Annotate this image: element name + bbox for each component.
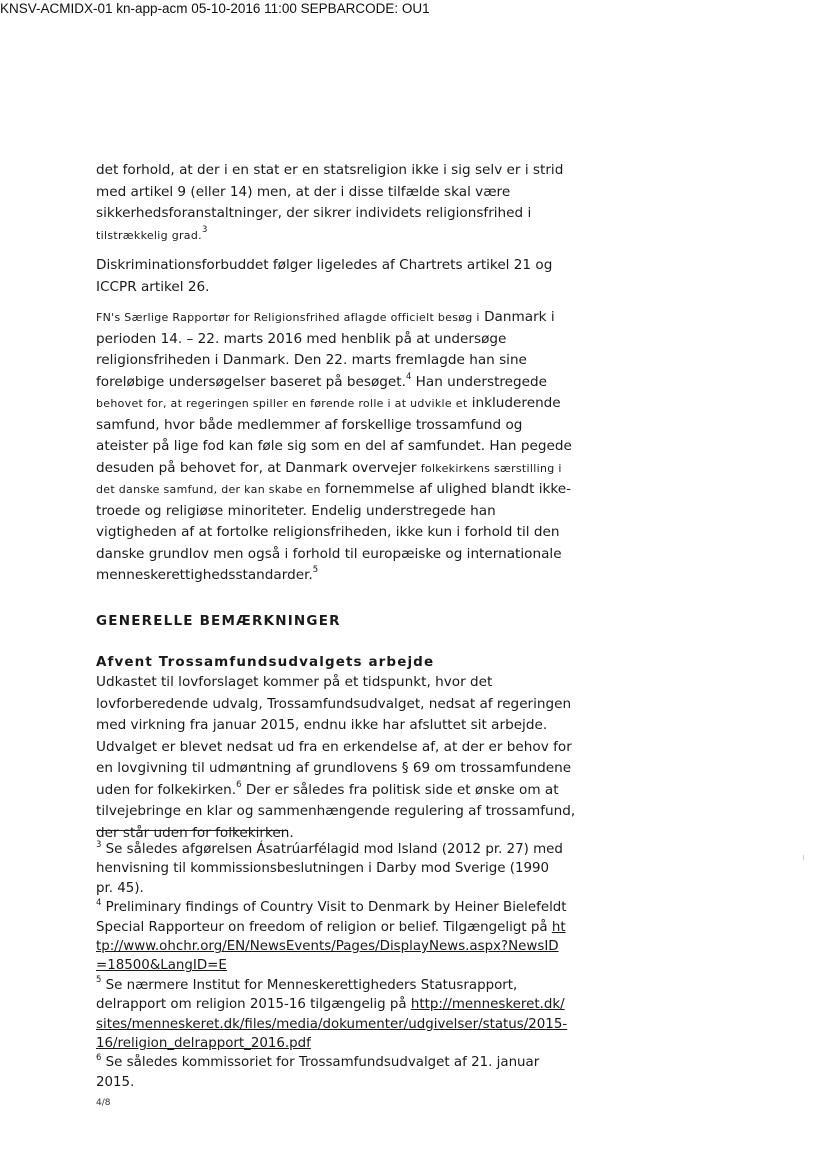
- footnote-3: [96, 840, 568, 898]
- footnote-text: Se nærmere Institut for Menneskerettigheders Statusrapport, delrapport om religion 2015-16 tilgængelig på: [96, 977, 518, 1013]
- paragraph-text: fornemmelse af ulighed blandt ikke-troede og religiøse minoriteter. Endelig understregede han vigtigheden af at fortolke religionsfriheden, ikke kun i forhold til den danske grundlov men også i forhold til europæiske og internationale menneskerettighedsstandarder.: [96, 481, 572, 583]
- paragraph-text: det forhold, at der i en stat er en statsreligion ikke i sig selv er i strid med artikel 9 (eller 14) men, at der i disse tilfælde skal være sikkerhedsforanstaltninger, der sikrer individets religionsfrihed i: [96, 162, 564, 221]
- paragraph-text: inkluderende samfund, hvor både medlemmer af forskellige trossamfund og ateister på lige fod kan føle sig som en del af samfundet. Han pegede desuden på behovet for, at Danmark overvejer: [96, 395, 572, 476]
- footnote-ref-3: 3: [201, 224, 208, 235]
- paragraph-1: [96, 160, 576, 246]
- footnote-6: [96, 1053, 568, 1092]
- paragraph-text: Udkastet til lovforslaget kommer på et tidspunkt, hvor det lovforberedende udvalg, Trossamfundsudvalget, nedsat af regeringen med virkning fra januar 2015, endnu ikke har afsluttet sit arbejde. Udvalget er blevet nedsat ud fra en erkendelse af, at der er behov for en lovgivning til udmøntning af grundlovens § 69 om trossamfundene uden for folkekirken.: [96, 674, 572, 798]
- paragraph-text: Han understregede: [411, 373, 548, 390]
- footnote-link-menneskeret[interactable]: http://menneskeret.dk/sites/menneskeret.dk/files/media/dokumenter/udgivelser/status/2015-16/religion_delrapport_2016.pdf: [96, 997, 568, 1052]
- paragraph-3: [96, 307, 576, 587]
- paragraph-small-text: tilstrækkelig grad.: [96, 228, 202, 242]
- paragraph-small-text: behovet for, at regeringen spiller en førende rolle i at udvikle et: [96, 397, 468, 410]
- footnote-link-ohchr[interactable]: http://www.ohchr.org/EN/NewsEvents/Pages/DisplayNews.aspx?NewsID=18500&LangID=E: [96, 919, 566, 974]
- footnote-number: 4: [96, 897, 102, 908]
- footnote-text: Se således kommissoriet for Trossamfundsudvalget af 21. januar 2015.: [96, 1055, 540, 1090]
- paragraph-small-text: folkekirkens særstilling i det danske samfund, der kan skabe en: [96, 461, 562, 496]
- footnotes: [96, 840, 568, 1092]
- footnote-separator: [96, 830, 288, 831]
- subsection-heading: Afvent Trossamfundsudvalgets arbejde: [96, 654, 435, 670]
- footnote-ref-5: 5: [312, 565, 319, 576]
- paragraph-4: [96, 672, 576, 844]
- footnote-number: 5: [96, 975, 102, 986]
- page-number: 4/8: [96, 1098, 111, 1108]
- footnote-ref-4: 4: [405, 371, 412, 382]
- paragraph-small-text: FN's Særlige Rapportør for Religionsfrihed aflagde officielt besøg i: [96, 311, 480, 324]
- fax-header: KNSV-ACMIDX-01 kn-app-acm 05-10-2016 11:00 SEPBARCODE: OU1: [0, 1, 430, 16]
- paragraph-text: Danmark i perioden 14. – 22. marts 2016 med henblik på at undersøge religionsfriheden i Danmark. Den 22. marts fremlagde han sine foreløbige undersøgelser baseret på besøget.: [96, 309, 555, 390]
- footnote-5: [96, 976, 568, 1054]
- scan-mark: [803, 855, 804, 860]
- footnote-text: Preliminary findings of Country Visit to Denmark by Heiner Bielefeldt Special Rapporteur on freedom of religion or belief. Tilgængeligt på: [96, 900, 567, 935]
- footnote-ref-6: 6: [236, 779, 242, 790]
- footnote-4: [96, 898, 568, 976]
- section-heading: GENERELLE BEMÆRKNINGER: [96, 612, 341, 629]
- main-content: [96, 160, 576, 853]
- footnote-number: 6: [96, 1053, 102, 1063]
- paragraph-2: Diskriminationsforbuddet følger ligeledes af Chartrets artikel 21 og ICCPR artikel 26.: [96, 257, 553, 295]
- footnote-number: 3: [96, 839, 102, 850]
- footnote-text: Se således afgørelsen Ásatrúarfélagid mod Island (2012 pr. 27) med henvisning til kommissionsbeslutningen i Darby mod Sverige (1990 pr. 45).: [96, 842, 563, 896]
- paragraph-text: Der er således fra politisk side et ønske om at tilvejebringe en klar og sammenhængende regulering af trossamfund, der står uden for folkekirken.: [96, 781, 576, 841]
